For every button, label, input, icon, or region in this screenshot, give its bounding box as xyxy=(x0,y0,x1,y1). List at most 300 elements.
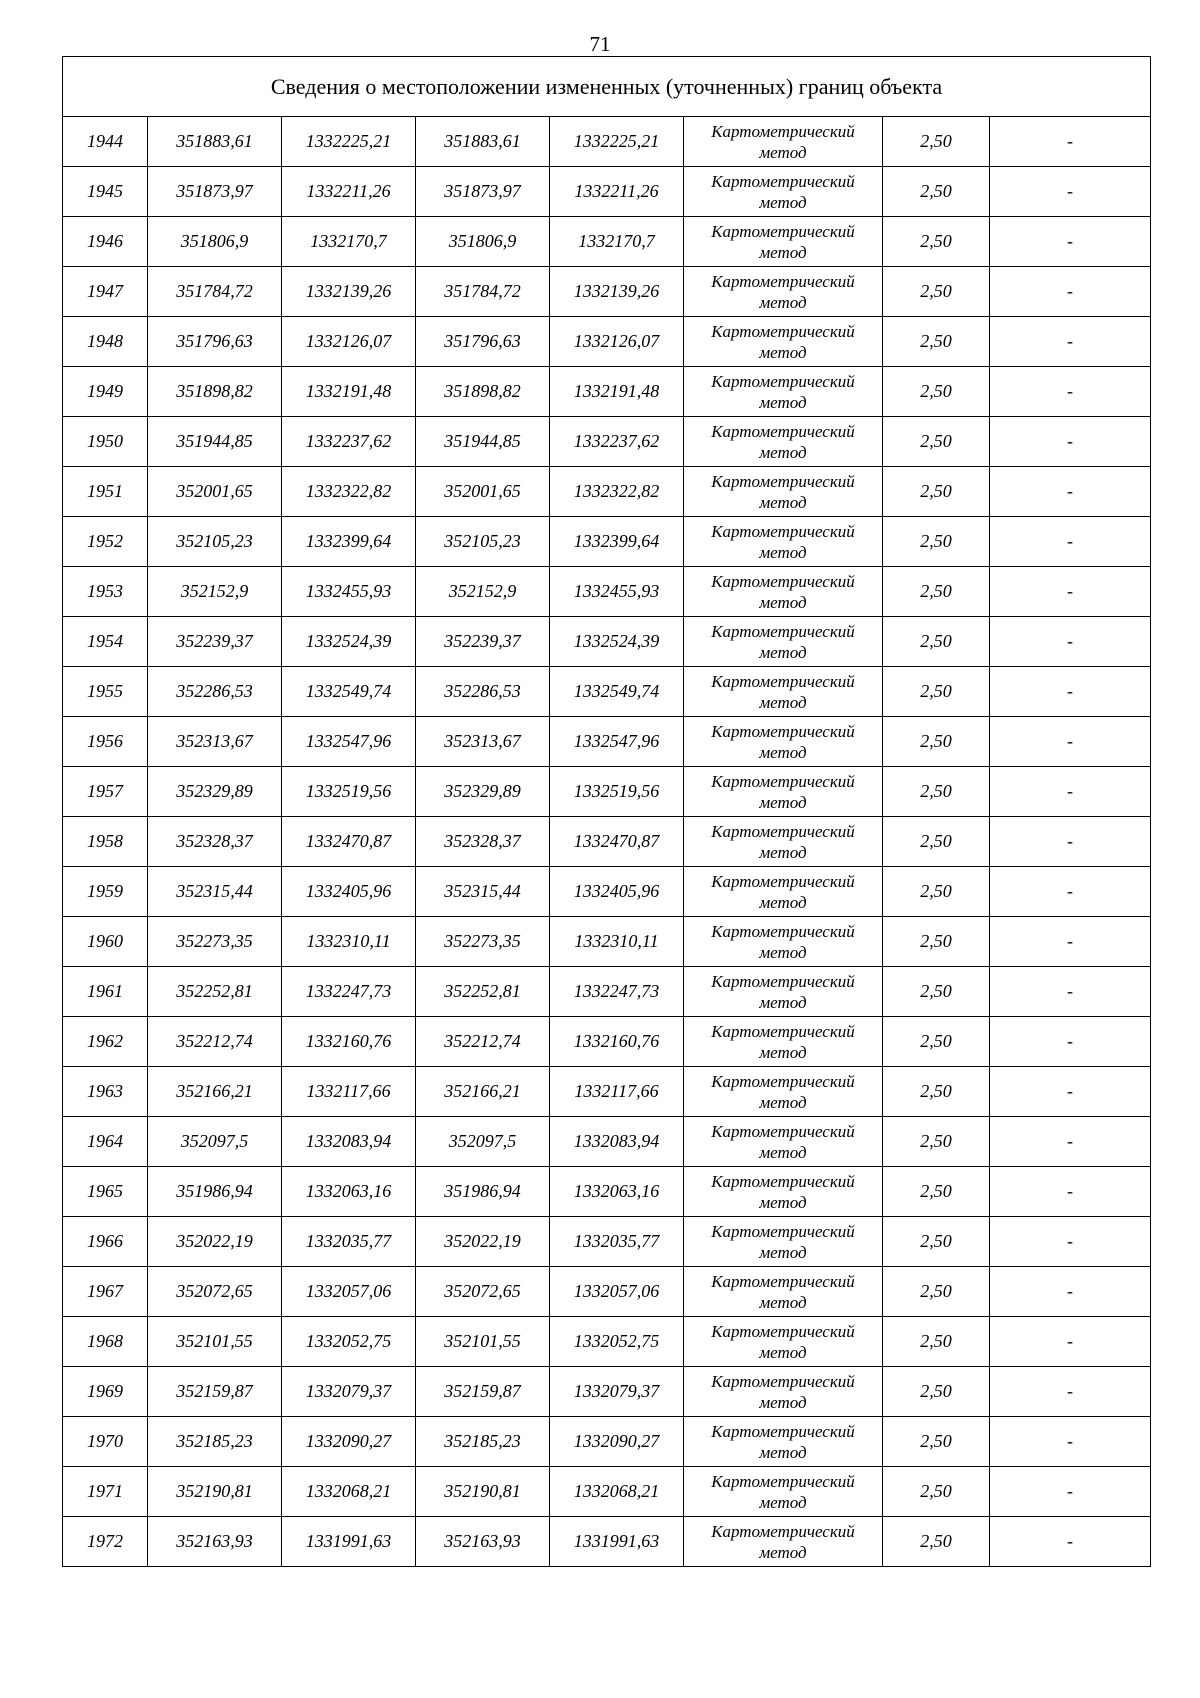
x-new-cell: 352212,74 xyxy=(416,1017,550,1067)
method-cell xyxy=(684,1217,883,1267)
method-line-1: Картометрический xyxy=(711,1221,855,1241)
x-existing-cell: 352001,65 xyxy=(148,467,282,517)
method-line-1: Картометрический xyxy=(711,1371,855,1391)
point-number-cell: 1946 xyxy=(63,217,148,267)
y-existing-cell: 1332405,96 xyxy=(282,867,416,917)
y-new-cell: 1332117,66 xyxy=(550,1067,684,1117)
y-existing-cell: 1332068,21 xyxy=(282,1467,416,1517)
x-existing-cell: 352097,5 xyxy=(148,1117,282,1167)
description-cell: - xyxy=(990,667,1151,717)
x-existing-cell: 352105,23 xyxy=(148,517,282,567)
table-row xyxy=(63,317,1151,367)
point-number-cell: 1958 xyxy=(63,817,148,867)
method-line-1: Картометрический xyxy=(711,171,855,191)
method-line-2: метод xyxy=(759,542,807,562)
method-line-2: метод xyxy=(759,292,807,312)
point-number-cell: 1964 xyxy=(63,1117,148,1167)
x-existing-cell: 352286,53 xyxy=(148,667,282,717)
description-cell: - xyxy=(990,617,1151,667)
y-new-cell: 1332063,16 xyxy=(550,1167,684,1217)
y-existing-cell: 1332310,11 xyxy=(282,917,416,967)
table-row xyxy=(63,1217,1151,1267)
x-new-cell: 352329,89 xyxy=(416,767,550,817)
table-row xyxy=(63,1017,1151,1067)
point-number-cell: 1947 xyxy=(63,267,148,317)
accuracy-cell: 2,50 xyxy=(883,617,990,667)
method-line-1: Картометрический xyxy=(711,471,855,491)
accuracy-cell: 2,50 xyxy=(883,1367,990,1417)
x-new-cell: 352022,19 xyxy=(416,1217,550,1267)
method-cell xyxy=(684,767,883,817)
accuracy-cell: 2,50 xyxy=(883,767,990,817)
x-new-cell: 352185,23 xyxy=(416,1417,550,1467)
y-existing-cell: 1332090,27 xyxy=(282,1417,416,1467)
method-line-2: метод xyxy=(759,1242,807,1262)
accuracy-cell: 2,50 xyxy=(883,367,990,417)
method-line-1: Картометрический xyxy=(711,621,855,641)
x-existing-cell: 351796,63 xyxy=(148,317,282,367)
table-row xyxy=(63,567,1151,617)
x-existing-cell: 352212,74 xyxy=(148,1017,282,1067)
accuracy-cell: 2,50 xyxy=(883,1467,990,1517)
table-row xyxy=(63,917,1151,967)
point-number-cell: 1952 xyxy=(63,517,148,567)
y-existing-cell: 1332160,76 xyxy=(282,1017,416,1067)
method-line-2: метод xyxy=(759,642,807,662)
method-line-1: Картометрический xyxy=(711,1121,855,1141)
method-line-2: метод xyxy=(759,142,807,162)
y-new-cell: 1332547,96 xyxy=(550,717,684,767)
x-new-cell: 351806,9 xyxy=(416,217,550,267)
method-line-1: Картометрический xyxy=(711,1471,855,1491)
accuracy-cell: 2,50 xyxy=(883,267,990,317)
method-line-1: Картометрический xyxy=(711,821,855,841)
method-line-1: Картометрический xyxy=(711,1271,855,1291)
x-new-cell: 352190,81 xyxy=(416,1467,550,1517)
method-line-2: метод xyxy=(759,342,807,362)
method-line-1: Картометрический xyxy=(711,1021,855,1041)
description-cell: - xyxy=(990,867,1151,917)
point-number-cell: 1949 xyxy=(63,367,148,417)
table-row xyxy=(63,1067,1151,1117)
accuracy-cell: 2,50 xyxy=(883,317,990,367)
accuracy-cell: 2,50 xyxy=(883,1067,990,1117)
point-number-cell: 1951 xyxy=(63,467,148,517)
table-row xyxy=(63,967,1151,1017)
table-row xyxy=(63,367,1151,417)
point-number-cell: 1970 xyxy=(63,1417,148,1467)
method-line-2: метод xyxy=(759,842,807,862)
method-line-2: метод xyxy=(759,1542,807,1562)
y-new-cell: 1332549,74 xyxy=(550,667,684,717)
description-cell: - xyxy=(990,267,1151,317)
method-line-2: метод xyxy=(759,1092,807,1112)
y-existing-cell: 1332117,66 xyxy=(282,1067,416,1117)
y-existing-cell: 1332322,82 xyxy=(282,467,416,517)
method-cell xyxy=(684,367,883,417)
accuracy-cell: 2,50 xyxy=(883,717,990,767)
x-existing-cell: 351806,9 xyxy=(148,217,282,267)
y-existing-cell: 1332191,48 xyxy=(282,367,416,417)
x-existing-cell: 352022,19 xyxy=(148,1217,282,1267)
method-line-1: Картометрический xyxy=(711,871,855,891)
y-existing-cell: 1331991,63 xyxy=(282,1517,416,1567)
description-cell: - xyxy=(990,1067,1151,1117)
point-number-cell: 1969 xyxy=(63,1367,148,1417)
method-line-2: метод xyxy=(759,1342,807,1362)
y-new-cell: 1332068,21 xyxy=(550,1467,684,1517)
table-row xyxy=(63,1517,1151,1567)
description-cell: - xyxy=(990,117,1151,167)
description-cell: - xyxy=(990,817,1151,867)
method-line-1: Картометрический xyxy=(711,771,855,791)
method-line-2: метод xyxy=(759,1492,807,1512)
description-cell: - xyxy=(990,1217,1151,1267)
point-number-cell: 1971 xyxy=(63,1467,148,1517)
y-new-cell: 1332405,96 xyxy=(550,867,684,917)
y-existing-cell: 1332225,21 xyxy=(282,117,416,167)
table-row xyxy=(63,1267,1151,1317)
method-line-2: метод xyxy=(759,942,807,962)
y-existing-cell: 1332547,96 xyxy=(282,717,416,767)
method-cell xyxy=(684,1317,883,1367)
method-line-2: метод xyxy=(759,1392,807,1412)
y-existing-cell: 1332170,7 xyxy=(282,217,416,267)
y-existing-cell: 1332057,06 xyxy=(282,1267,416,1317)
accuracy-cell: 2,50 xyxy=(883,167,990,217)
point-number-cell: 1957 xyxy=(63,767,148,817)
method-line-2: метод xyxy=(759,1042,807,1062)
method-cell xyxy=(684,1017,883,1067)
method-line-2: метод xyxy=(759,1442,807,1462)
y-new-cell: 1332310,11 xyxy=(550,917,684,967)
description-cell: - xyxy=(990,417,1151,467)
x-existing-cell: 351873,97 xyxy=(148,167,282,217)
description-cell: - xyxy=(990,517,1151,567)
accuracy-cell: 2,50 xyxy=(883,1267,990,1317)
x-new-cell: 352152,9 xyxy=(416,567,550,617)
accuracy-cell: 2,50 xyxy=(883,217,990,267)
y-new-cell: 1332322,82 xyxy=(550,467,684,517)
point-number-cell: 1963 xyxy=(63,1067,148,1117)
x-existing-cell: 352159,87 xyxy=(148,1367,282,1417)
y-new-cell: 1332139,26 xyxy=(550,267,684,317)
method-line-2: метод xyxy=(759,1292,807,1312)
x-existing-cell: 352328,37 xyxy=(148,817,282,867)
accuracy-cell: 2,50 xyxy=(883,817,990,867)
point-number-cell: 1955 xyxy=(63,667,148,717)
accuracy-cell: 2,50 xyxy=(883,1517,990,1567)
point-number-cell: 1972 xyxy=(63,1517,148,1567)
table-row xyxy=(63,117,1151,167)
x-new-cell: 352252,81 xyxy=(416,967,550,1017)
x-new-cell: 352286,53 xyxy=(416,667,550,717)
point-number-cell: 1954 xyxy=(63,617,148,667)
table-row xyxy=(63,1367,1151,1417)
accuracy-cell: 2,50 xyxy=(883,417,990,467)
x-existing-cell: 352329,89 xyxy=(148,767,282,817)
method-line-1: Картометрический xyxy=(711,721,855,741)
x-new-cell: 351784,72 xyxy=(416,267,550,317)
table-row xyxy=(63,1467,1151,1517)
y-existing-cell: 1332052,75 xyxy=(282,1317,416,1367)
description-cell: - xyxy=(990,167,1151,217)
point-number-cell: 1962 xyxy=(63,1017,148,1067)
y-existing-cell: 1332139,26 xyxy=(282,267,416,317)
x-new-cell: 352273,35 xyxy=(416,917,550,967)
x-existing-cell: 352252,81 xyxy=(148,967,282,1017)
y-existing-cell: 1332470,87 xyxy=(282,817,416,867)
point-number-cell: 1944 xyxy=(63,117,148,167)
description-cell: - xyxy=(990,217,1151,267)
x-existing-cell: 351883,61 xyxy=(148,117,282,167)
method-line-2: метод xyxy=(759,192,807,212)
x-existing-cell: 352152,9 xyxy=(148,567,282,617)
description-cell: - xyxy=(990,317,1151,367)
y-existing-cell: 1332455,93 xyxy=(282,567,416,617)
x-existing-cell: 352185,23 xyxy=(148,1417,282,1467)
method-line-1: Картометрический xyxy=(711,371,855,391)
method-cell xyxy=(684,817,883,867)
accuracy-cell: 2,50 xyxy=(883,467,990,517)
table-row xyxy=(63,417,1151,467)
point-number-cell: 1966 xyxy=(63,1217,148,1267)
point-number-cell: 1948 xyxy=(63,317,148,367)
method-line-1: Картометрический xyxy=(711,1521,855,1541)
description-cell: - xyxy=(990,367,1151,417)
y-existing-cell: 1332399,64 xyxy=(282,517,416,567)
y-existing-cell: 1332519,56 xyxy=(282,767,416,817)
method-cell xyxy=(684,217,883,267)
table-row xyxy=(63,217,1151,267)
y-new-cell: 1332126,07 xyxy=(550,317,684,367)
accuracy-cell: 2,50 xyxy=(883,117,990,167)
table-row xyxy=(63,767,1151,817)
x-existing-cell: 352315,44 xyxy=(148,867,282,917)
table-title-row xyxy=(63,57,1151,117)
description-cell: - xyxy=(990,917,1151,967)
x-existing-cell: 351784,72 xyxy=(148,267,282,317)
point-number-cell: 1945 xyxy=(63,167,148,217)
accuracy-cell: 2,50 xyxy=(883,867,990,917)
x-existing-cell: 352239,37 xyxy=(148,617,282,667)
y-existing-cell: 1332524,39 xyxy=(282,617,416,667)
method-cell xyxy=(684,1167,883,1217)
description-cell: - xyxy=(990,1017,1151,1067)
method-cell xyxy=(684,1417,883,1467)
y-existing-cell: 1332083,94 xyxy=(282,1117,416,1167)
method-line-2: метод xyxy=(759,492,807,512)
x-existing-cell: 352166,21 xyxy=(148,1067,282,1117)
y-new-cell: 1332057,06 xyxy=(550,1267,684,1317)
point-number-cell: 1967 xyxy=(63,1267,148,1317)
method-cell xyxy=(684,567,883,617)
method-cell xyxy=(684,967,883,1017)
method-line-1: Картометрический xyxy=(711,971,855,991)
description-cell: - xyxy=(990,1117,1151,1167)
method-line-1: Картометрический xyxy=(711,421,855,441)
x-new-cell: 352328,37 xyxy=(416,817,550,867)
method-line-1: Картометрический xyxy=(711,921,855,941)
y-existing-cell: 1332247,73 xyxy=(282,967,416,1017)
method-cell xyxy=(684,617,883,667)
y-new-cell: 1332455,93 xyxy=(550,567,684,617)
y-existing-cell: 1332079,37 xyxy=(282,1367,416,1417)
x-existing-cell: 352190,81 xyxy=(148,1467,282,1517)
method-cell xyxy=(684,1467,883,1517)
x-new-cell: 352097,5 xyxy=(416,1117,550,1167)
method-line-2: метод xyxy=(759,1192,807,1212)
accuracy-cell: 2,50 xyxy=(883,1317,990,1367)
table-row xyxy=(63,167,1151,217)
description-cell: - xyxy=(990,467,1151,517)
y-existing-cell: 1332211,26 xyxy=(282,167,416,217)
x-existing-cell: 352313,67 xyxy=(148,717,282,767)
description-cell: - xyxy=(990,767,1151,817)
table-row xyxy=(63,1317,1151,1367)
y-existing-cell: 1332063,16 xyxy=(282,1167,416,1217)
description-cell: - xyxy=(990,1417,1151,1467)
y-new-cell: 1332160,76 xyxy=(550,1017,684,1067)
table-row xyxy=(63,667,1151,717)
y-existing-cell: 1332549,74 xyxy=(282,667,416,717)
point-number-cell: 1953 xyxy=(63,567,148,617)
method-line-1: Картометрический xyxy=(711,271,855,291)
method-cell xyxy=(684,867,883,917)
method-line-2: метод xyxy=(759,742,807,762)
accuracy-cell: 2,50 xyxy=(883,1167,990,1217)
method-line-1: Картометрический xyxy=(711,1071,855,1091)
method-line-1: Картометрический xyxy=(711,571,855,591)
table-row xyxy=(63,517,1151,567)
y-new-cell: 1332191,48 xyxy=(550,367,684,417)
x-existing-cell: 351944,85 xyxy=(148,417,282,467)
table-row xyxy=(63,1167,1151,1217)
method-line-1: Картометрический xyxy=(711,671,855,691)
accuracy-cell: 2,50 xyxy=(883,1217,990,1267)
x-existing-cell: 351986,94 xyxy=(148,1167,282,1217)
method-line-2: метод xyxy=(759,892,807,912)
point-number-cell: 1959 xyxy=(63,867,148,917)
x-existing-cell: 352273,35 xyxy=(148,917,282,967)
method-line-1: Картометрический xyxy=(711,1321,855,1341)
method-line-1: Картометрический xyxy=(711,1171,855,1191)
method-line-1: Картометрический xyxy=(711,321,855,341)
method-line-2: метод xyxy=(759,792,807,812)
accuracy-cell: 2,50 xyxy=(883,967,990,1017)
y-new-cell: 1332211,26 xyxy=(550,167,684,217)
method-cell xyxy=(684,167,883,217)
point-number-cell: 1965 xyxy=(63,1167,148,1217)
description-cell: - xyxy=(990,967,1151,1017)
y-new-cell: 1332237,62 xyxy=(550,417,684,467)
accuracy-cell: 2,50 xyxy=(883,917,990,967)
x-existing-cell: 352072,65 xyxy=(148,1267,282,1317)
x-new-cell: 352105,23 xyxy=(416,517,550,567)
table-row xyxy=(63,1117,1151,1167)
accuracy-cell: 2,50 xyxy=(883,1017,990,1067)
method-line-2: метод xyxy=(759,442,807,462)
method-cell xyxy=(684,1517,883,1567)
method-line-1: Картометрический xyxy=(711,121,855,141)
x-new-cell: 351986,94 xyxy=(416,1167,550,1217)
y-new-cell: 1332519,56 xyxy=(550,767,684,817)
method-line-1: Картометрический xyxy=(711,521,855,541)
method-line-2: метод xyxy=(759,392,807,412)
method-line-2: метод xyxy=(759,692,807,712)
table-title: Сведения о местоположении измененных (уточненных) границ объекта xyxy=(63,57,1151,117)
point-number-cell: 1960 xyxy=(63,917,148,967)
method-cell xyxy=(684,467,883,517)
method-line-1: Картометрический xyxy=(711,221,855,241)
method-cell xyxy=(684,917,883,967)
method-cell xyxy=(684,1367,883,1417)
table-row xyxy=(63,817,1151,867)
boundary-coordinates-table xyxy=(62,56,1151,1567)
point-number-cell: 1956 xyxy=(63,717,148,767)
x-new-cell: 351898,82 xyxy=(416,367,550,417)
x-new-cell: 351796,63 xyxy=(416,317,550,367)
y-new-cell: 1332399,64 xyxy=(550,517,684,567)
x-existing-cell: 352163,93 xyxy=(148,1517,282,1567)
x-existing-cell: 352101,55 xyxy=(148,1317,282,1367)
description-cell: - xyxy=(990,1517,1151,1567)
table-row xyxy=(63,1417,1151,1467)
description-cell: - xyxy=(990,1317,1151,1367)
x-new-cell: 352101,55 xyxy=(416,1317,550,1367)
table-body xyxy=(63,57,1151,1567)
method-cell xyxy=(684,1117,883,1167)
x-new-cell: 352159,87 xyxy=(416,1367,550,1417)
method-line-2: метод xyxy=(759,242,807,262)
y-new-cell: 1332524,39 xyxy=(550,617,684,667)
method-line-2: метод xyxy=(759,992,807,1012)
method-line-2: метод xyxy=(759,1142,807,1162)
x-new-cell: 352001,65 xyxy=(416,467,550,517)
description-cell: - xyxy=(990,1167,1151,1217)
method-cell xyxy=(684,267,883,317)
y-new-cell: 1332035,77 xyxy=(550,1217,684,1267)
method-line-1: Картометрический xyxy=(711,1421,855,1441)
description-cell: - xyxy=(990,567,1151,617)
y-new-cell: 1332052,75 xyxy=(550,1317,684,1367)
y-new-cell: 1332470,87 xyxy=(550,817,684,867)
method-cell xyxy=(684,117,883,167)
accuracy-cell: 2,50 xyxy=(883,1117,990,1167)
y-existing-cell: 1332126,07 xyxy=(282,317,416,367)
point-number-cell: 1961 xyxy=(63,967,148,1017)
y-existing-cell: 1332237,62 xyxy=(282,417,416,467)
method-cell xyxy=(684,1267,883,1317)
y-new-cell: 1332225,21 xyxy=(550,117,684,167)
page-number: 71 xyxy=(589,32,611,56)
y-new-cell: 1332170,7 xyxy=(550,217,684,267)
method-cell xyxy=(684,317,883,367)
method-cell xyxy=(684,667,883,717)
y-new-cell: 1332079,37 xyxy=(550,1367,684,1417)
table-row xyxy=(63,267,1151,317)
y-existing-cell: 1332035,77 xyxy=(282,1217,416,1267)
table-row xyxy=(63,617,1151,667)
accuracy-cell: 2,50 xyxy=(883,1417,990,1467)
method-line-2: метод xyxy=(759,592,807,612)
description-cell: - xyxy=(990,1267,1151,1317)
point-number-cell: 1950 xyxy=(63,417,148,467)
x-existing-cell: 351898,82 xyxy=(148,367,282,417)
point-number-cell: 1968 xyxy=(63,1317,148,1367)
x-new-cell: 352163,93 xyxy=(416,1517,550,1567)
x-new-cell: 352072,65 xyxy=(416,1267,550,1317)
